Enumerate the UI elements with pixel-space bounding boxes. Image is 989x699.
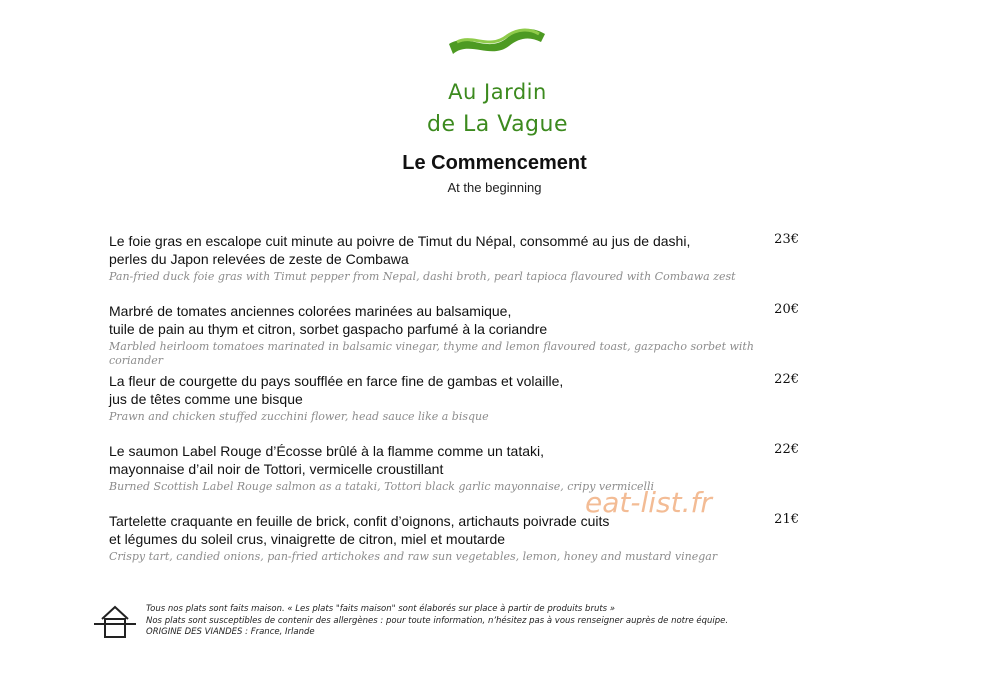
dish-name-en: Marbled heirloom tomatoes marinated in balsamic vinegar, thyme and lemon flavoured toast, gazpacho sorbet with coriander xyxy=(109,340,754,367)
menu-item xyxy=(109,232,799,284)
dish-name-fr-line2: jus de têtes comme une bisque xyxy=(109,391,303,407)
dish-name-fr-line1: La fleur de courgette du pays soufflée en farce fine de gambas et volaille, xyxy=(109,373,564,389)
footer-notes xyxy=(146,604,846,639)
dish-price: 22€ xyxy=(774,372,799,387)
logo-text-line2: de La Vague xyxy=(427,112,568,137)
restaurant-logo xyxy=(425,24,570,137)
dish-name-fr-line1: Le foie gras en escalope cuit minute au poivre de Timut du Népal, consommé au jus de dashi, xyxy=(109,233,691,249)
menu-item xyxy=(109,372,799,424)
footer-line-meat-origin: ORIGINE DES VIANDES : France, Irlande xyxy=(146,627,315,637)
dish-name-fr-line1: Le saumon Label Rouge d’Écosse brûlé à la flamme comme un tataki, xyxy=(109,443,545,459)
dish-name-fr-line2: et légumes du soleil crus, vinaigrette de citron, miel et moutarde xyxy=(109,531,506,547)
dish-price: 20€ xyxy=(774,302,799,317)
dish-name-en: Burned Scottish Label Rouge salmon as a tataki, Tottori black garlic mayonnaise, cripy vermicelli xyxy=(109,480,655,493)
dish-name-fr-line2: perles du Japon relevées de zeste de Combawa xyxy=(109,251,409,267)
dish-price: 21€ xyxy=(774,512,799,527)
section-subtitle: At the beginning xyxy=(447,180,542,195)
footer-line-allergens: Nos plats sont susceptibles de contenir des allergènes : pour toute information, n’hésitez pas à vous renseigner auprès de notre équipe. xyxy=(146,615,729,626)
dish-name-en: Prawn and chicken stuffed zucchini flower, head sauce like a bisque xyxy=(109,410,489,423)
dish-name-fr-line1: Tartelette craquante en feuille de brick, confit d’oignons, artichauts poivrade cuits xyxy=(109,513,610,529)
menu-item xyxy=(109,512,799,564)
dish-price: 23€ xyxy=(774,232,799,247)
dish-name-en: Pan-fried duck foie gras with Timut pepper from Nepal, dashi broth, pearl tapioca flavoured with Combawa zest xyxy=(109,270,736,283)
menu-item xyxy=(109,302,799,368)
dish-price: 22€ xyxy=(774,442,799,457)
dish-name-fr-line2: tuile de pain au thym et citron, sorbet gaspacho parfumé à la coriandre xyxy=(109,321,548,337)
logo-text-line1: Au Jardin xyxy=(448,80,547,104)
footer-line-homemade: Tous nos plats sont faits maison. « Les plats "faits maison" sont élaborés sur place à partir de produits bruts » xyxy=(146,604,616,614)
dish-name-fr-line2: mayonnaise d’ail noir de Tottori, vermicelle croustillant xyxy=(109,461,444,477)
green-wave-icon xyxy=(447,24,547,60)
dish-name-en: Crispy tart, candied onions, pan-fried artichokes and raw sun vegetables, lemon, honey and mustard vinegar xyxy=(109,550,718,563)
dish-name-fr-line1: Marbré de tomates anciennes colorées marinées au balsamique, xyxy=(109,303,512,319)
watermark: eat-list.fr xyxy=(585,486,712,519)
section-title: Le Commencement xyxy=(402,152,587,174)
fait-maison-house-icon xyxy=(92,603,138,639)
